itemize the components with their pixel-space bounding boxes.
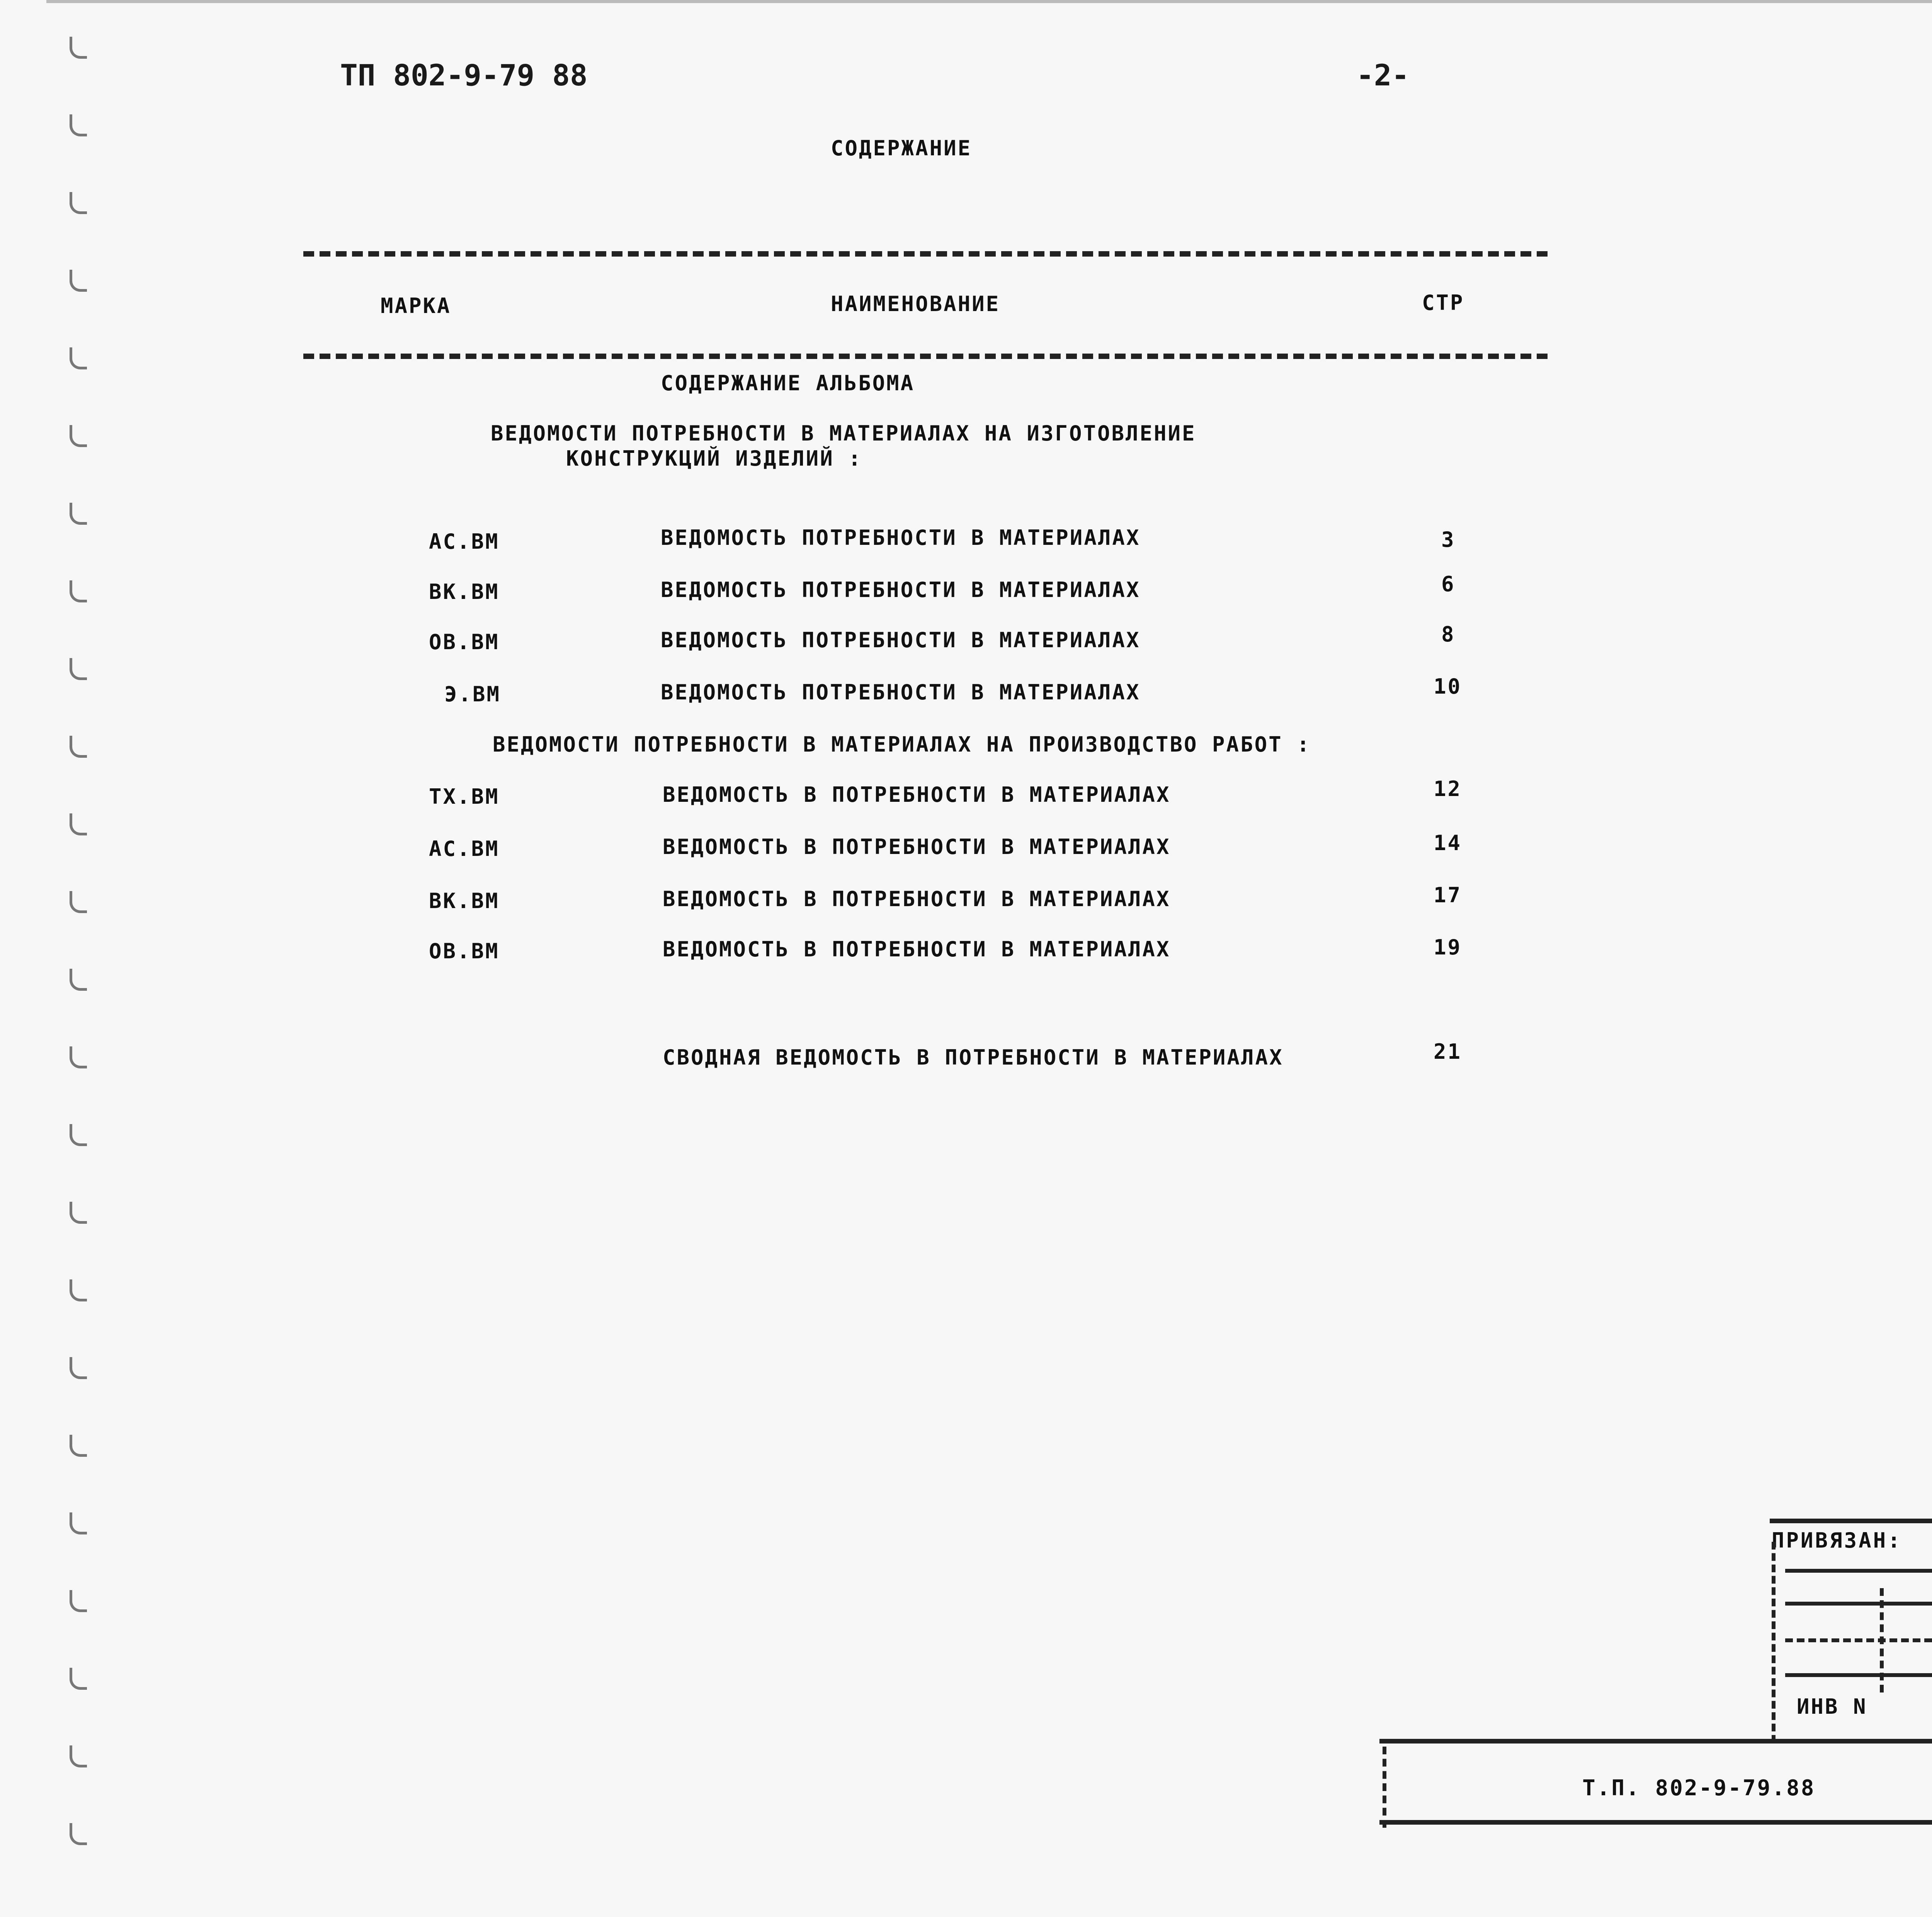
row-mark: Э.ВМ — [444, 682, 501, 706]
row-mark: ТХ.ВМ — [429, 784, 500, 809]
summary-name: СВОДНАЯ ВЕДОМОСТЬ В ПОТРЕБНОСТИ В МАТЕРИАЛАХ — [663, 1045, 1284, 1070]
header-doc-code: ТП 802-9-79 88 — [340, 58, 588, 92]
header-page-number: -2- — [1356, 58, 1410, 92]
row-name: ВЕДОМОСТЬ В ПОТРЕБНОСТИ В МАТЕРИАЛАХ — [663, 937, 1171, 961]
stamp-rule — [1785, 1569, 1932, 1573]
perforation-mark — [70, 347, 87, 369]
row-page: 17 — [1434, 883, 1462, 907]
row-page: 19 — [1434, 935, 1462, 959]
row-name: ВЕДОМОСТЬ В ПОТРЕБНОСТИ В МАТЕРИАЛАХ — [663, 887, 1171, 911]
summary-page: 21 — [1434, 1039, 1462, 1064]
row-name: ВЕДОМОСТЬ В ПОТРЕБНОСТИ В МАТЕРИАЛАХ — [663, 835, 1171, 859]
stamp-rule — [1785, 1638, 1932, 1642]
row-name: ВЕДОМОСТЬ ПОТРЕБНОСТИ В МАТЕРИАЛАХ — [661, 628, 1141, 652]
stamp-rule — [1379, 1820, 1932, 1825]
row-mark: ОВ.ВМ — [429, 630, 500, 654]
row-name: ВЕДОМОСТЬ В ПОТРЕБНОСТИ В МАТЕРИАЛАХ — [663, 782, 1171, 807]
perforation-mark — [70, 270, 87, 292]
row-page: 10 — [1434, 674, 1462, 699]
column-header-page: СТР — [1422, 291, 1464, 315]
row-mark: ВК.ВМ — [429, 889, 500, 913]
perforation-mark — [70, 1823, 87, 1845]
stamp-doc-code: Т.П. 802-9-79.88 — [1582, 1776, 1816, 1801]
stamp-rule — [1785, 1602, 1932, 1606]
perforation-mark — [70, 891, 87, 913]
stamp-inv-label: ИНВ N — [1797, 1694, 1867, 1719]
row-name: ВЕДОМОСТЬ ПОТРЕБНОСТИ В МАТЕРИАЛАХ — [661, 526, 1141, 550]
stamp-rule — [1770, 1519, 1932, 1523]
row-mark: АС.ВМ — [429, 529, 500, 554]
stamp-rule — [1379, 1739, 1932, 1744]
stamp-vline — [1772, 1542, 1776, 1743]
perforation-mark — [70, 1512, 87, 1534]
header-top-rule — [303, 251, 1548, 257]
column-header-mark: МАРКА — [381, 294, 451, 318]
perforation-mark — [70, 1590, 87, 1612]
stamp-vline — [1383, 1747, 1386, 1828]
stamp-vline — [1880, 1588, 1884, 1692]
row-name: ВЕДОМОСТЬ ПОТРЕБНОСТИ В МАТЕРИАЛАХ — [661, 680, 1141, 704]
row-name: ВЕДОМОСТЬ ПОТРЕБНОСТИ В МАТЕРИАЛАХ — [661, 578, 1141, 602]
stamp-attached-label: ПРИВЯЗАН: — [1772, 1528, 1902, 1553]
perforation-mark — [70, 1279, 87, 1301]
perforation-mark — [70, 736, 87, 758]
header-bottom-rule — [303, 354, 1548, 359]
perforation-mark — [70, 1357, 87, 1379]
section2-title: ВЕДОМОСТИ ПОТРЕБНОСТИ В МАТЕРИАЛАХ НА ПРОИЗВОДСТВО РАБОТ : — [493, 732, 1311, 757]
perforation-mark — [70, 1745, 87, 1767]
perforation-mark — [70, 1124, 87, 1146]
album-title: СОДЕРЖАНИЕ АЛЬБОМА — [661, 371, 915, 395]
perforation-mark — [70, 192, 87, 214]
page-title: СОДЕРЖАНИЕ — [831, 136, 972, 160]
row-page: 14 — [1434, 831, 1462, 855]
perforation-mark — [70, 580, 87, 602]
perforation-mark — [70, 1202, 87, 1224]
perforation-mark — [70, 969, 87, 991]
row-mark: ВК.ВМ — [429, 580, 500, 604]
row-mark: АС.ВМ — [429, 837, 500, 861]
perforation-mark — [70, 503, 87, 525]
row-page: 12 — [1434, 777, 1462, 801]
perforation-mark — [70, 1435, 87, 1457]
perforation-mark — [70, 425, 87, 447]
perforation-mark — [70, 658, 87, 680]
section1-title-line2: КОНСТРУКЦИЙ ИЗДЕЛИЙ : — [566, 446, 862, 471]
row-mark: ОВ.ВМ — [429, 939, 500, 963]
perforation-mark — [70, 37, 87, 59]
perforation-mark — [70, 1046, 87, 1068]
perforation-mark — [70, 1668, 87, 1690]
row-page: 6 — [1441, 572, 1456, 596]
section1-title-line1: ВЕДОМОСТИ ПОТРЕБНОСТИ В МАТЕРИАЛАХ НА ИЗГОТОВЛЕНИЕ — [491, 421, 1196, 446]
row-page: 3 — [1441, 527, 1456, 552]
perforation-mark — [70, 114, 87, 136]
column-header-name: НАИМЕНОВАНИЕ — [831, 292, 1000, 316]
top-edge-line — [46, 0, 1932, 3]
stamp-rule — [1785, 1673, 1932, 1677]
perforation-mark — [70, 813, 87, 835]
row-page: 8 — [1441, 622, 1456, 646]
